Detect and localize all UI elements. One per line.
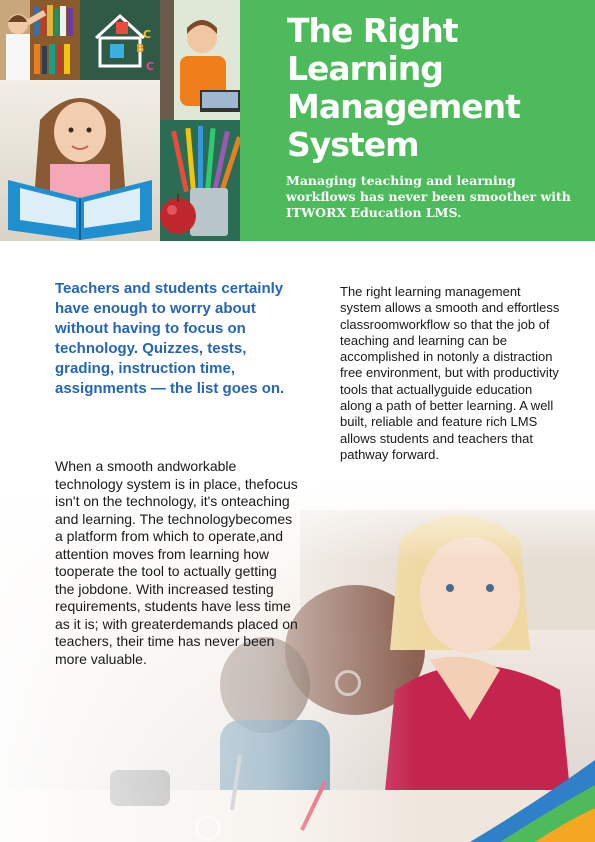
bookshelf-boy-image — [0, 0, 80, 80]
svg-text:B: B — [136, 42, 145, 55]
abc-blocks-image — [80, 0, 160, 80]
lead-paragraph: Teachers and students certainly have enough to worry about without having to focus on technology. Quizzes, tests, grading, instruction time, assignments — the list goes on. — [55, 280, 285, 397]
svg-text:C: C — [143, 28, 152, 41]
pencils-apple-image — [160, 120, 240, 241]
header-panel — [240, 0, 595, 241]
watermark-icon — [195, 815, 221, 841]
page-title: The Right Learning Management System — [287, 11, 520, 164]
page-subtitle: Managing teaching and learning workflows has never been smoother with ITWORX Education LMS. — [286, 173, 571, 220]
svg-text:C: C — [146, 60, 155, 73]
reading-girl-image — [0, 80, 160, 241]
body-paragraph-right: The right learning management system allows a smooth and effortless classroomworkflow so that the job of teaching and learning can be accomplished in notonly a distraction free environment, but with productivity tools that actuallyguide education along a path of better learning. A well built, reliable and feature rich LMS allows students and teachers that pathway forward. — [340, 284, 560, 462]
body-paragraph-left: When a smooth andworkable technology system is in place, thefocus isn't on the technology, it's onteaching and learning. The technologybecomes a platform from which to operate,and attention moves from learning how tooperate the tool to actually getting the jobdone. With increased testing requirements, students have less time as it is; with greaterdemands placed on teachers, their time has never been more valuable. — [55, 458, 298, 667]
laptop-boy-image — [160, 0, 240, 120]
photo-collage — [0, 0, 240, 241]
watermark-icon — [335, 670, 361, 696]
